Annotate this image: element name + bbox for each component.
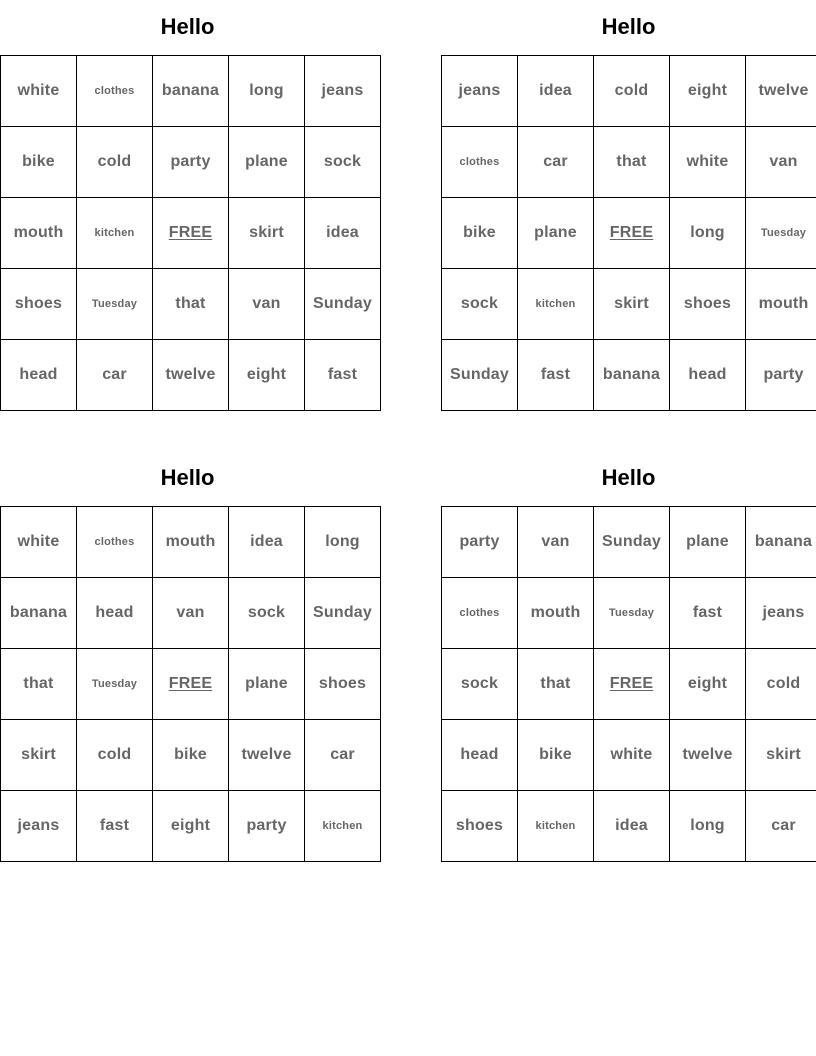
word-cell: mouth [153, 507, 229, 578]
word-cell: Tuesday [77, 649, 153, 720]
word-cell: idea [518, 56, 594, 127]
card-title: Hello [160, 465, 215, 490]
word-cell: sock [305, 127, 381, 198]
word-cell: Tuesday [746, 198, 816, 269]
word-cell: car [77, 340, 153, 411]
grid-row [1, 720, 381, 791]
word-cell: jeans [442, 56, 518, 127]
word-cell: banana [153, 56, 229, 127]
word-cell: long [305, 507, 381, 578]
word-cell: party [746, 340, 816, 411]
card-title: Hello [601, 14, 656, 39]
word-cell: white [670, 127, 746, 198]
word-cell: party [153, 127, 229, 198]
word-cell: Tuesday [77, 269, 153, 340]
word-cell: banana [1, 578, 77, 649]
word-cell: clothes [442, 127, 518, 198]
grid-row [1, 791, 381, 862]
free-space-cell: FREE [594, 649, 670, 720]
grid-row [1, 56, 381, 127]
word-cell: party [229, 791, 305, 862]
word-cell: sock [442, 649, 518, 720]
word-cell: plane [229, 127, 305, 198]
word-cell: kitchen [518, 791, 594, 862]
word-cell: eight [670, 56, 746, 127]
word-cell: idea [305, 198, 381, 269]
word-cell: fast [305, 340, 381, 411]
word-cell: clothes [77, 507, 153, 578]
word-cell: Sunday [305, 578, 381, 649]
word-cell: long [229, 56, 305, 127]
word-cell: twelve [670, 720, 746, 791]
word-cell: kitchen [305, 791, 381, 862]
word-cell: that [1, 649, 77, 720]
word-cell: twelve [229, 720, 305, 791]
word-cell: bike [442, 198, 518, 269]
word-cell: clothes [442, 578, 518, 649]
card-title: Hello [601, 465, 656, 490]
word-cell: that [594, 127, 670, 198]
grid-row [442, 507, 816, 578]
card-title: Hello [160, 14, 215, 39]
free-space-cell: FREE [594, 198, 670, 269]
word-cell: mouth [1, 198, 77, 269]
grid-row [442, 649, 816, 720]
word-cell: cold [746, 649, 816, 720]
word-cell: bike [518, 720, 594, 791]
word-cell: cold [77, 127, 153, 198]
grid-row [1, 198, 381, 269]
bingo-grid [0, 55, 381, 411]
word-cell: Tuesday [594, 578, 670, 649]
grid-row [442, 340, 816, 411]
word-cell: jeans [746, 578, 816, 649]
word-cell: skirt [594, 269, 670, 340]
bingo-grid [0, 506, 381, 862]
word-cell: van [746, 127, 816, 198]
word-cell: idea [229, 507, 305, 578]
word-cell: head [670, 340, 746, 411]
word-cell: party [442, 507, 518, 578]
word-cell: jeans [1, 791, 77, 862]
word-cell: van [518, 507, 594, 578]
word-cell: shoes [670, 269, 746, 340]
word-cell: head [442, 720, 518, 791]
word-cell: twelve [153, 340, 229, 411]
word-cell: that [518, 649, 594, 720]
bingo-grid [441, 506, 816, 862]
word-cell: white [1, 56, 77, 127]
word-cell: car [305, 720, 381, 791]
word-cell: banana [746, 507, 816, 578]
grid-row [442, 56, 816, 127]
word-cell: long [670, 198, 746, 269]
word-cell: skirt [229, 198, 305, 269]
word-cell: Sunday [305, 269, 381, 340]
word-cell: shoes [305, 649, 381, 720]
word-cell: bike [153, 720, 229, 791]
word-cell: plane [518, 198, 594, 269]
word-cell: fast [518, 340, 594, 411]
word-cell: fast [77, 791, 153, 862]
grid-row [1, 507, 381, 578]
word-cell: white [594, 720, 670, 791]
grid-row [442, 198, 816, 269]
word-cell: white [1, 507, 77, 578]
bingo-grid [441, 55, 816, 411]
word-cell: sock [442, 269, 518, 340]
word-cell: cold [77, 720, 153, 791]
word-cell: sock [229, 578, 305, 649]
word-cell: twelve [746, 56, 816, 127]
word-cell: jeans [305, 56, 381, 127]
word-cell: skirt [746, 720, 816, 791]
word-cell: Sunday [442, 340, 518, 411]
word-cell: kitchen [518, 269, 594, 340]
word-cell: van [229, 269, 305, 340]
word-cell: eight [229, 340, 305, 411]
word-cell: eight [670, 649, 746, 720]
word-cell: idea [594, 791, 670, 862]
word-cell: kitchen [77, 198, 153, 269]
word-cell: plane [670, 507, 746, 578]
grid-row [442, 578, 816, 649]
grid-row [1, 127, 381, 198]
word-cell: Sunday [594, 507, 670, 578]
word-cell: that [153, 269, 229, 340]
word-cell: long [670, 791, 746, 862]
word-cell: plane [229, 649, 305, 720]
word-cell: head [77, 578, 153, 649]
grid-row [1, 269, 381, 340]
word-cell: head [1, 340, 77, 411]
word-cell: bike [1, 127, 77, 198]
grid-row [442, 720, 816, 791]
word-cell: skirt [1, 720, 77, 791]
word-cell: car [518, 127, 594, 198]
grid-row [442, 269, 816, 340]
word-cell: mouth [518, 578, 594, 649]
free-space-cell: FREE [153, 649, 229, 720]
word-cell: car [746, 791, 816, 862]
grid-row [1, 578, 381, 649]
word-cell: cold [594, 56, 670, 127]
word-cell: mouth [746, 269, 816, 340]
word-cell: fast [670, 578, 746, 649]
grid-row [442, 791, 816, 862]
free-space-cell: FREE [153, 198, 229, 269]
word-cell: banana [594, 340, 670, 411]
grid-row [1, 340, 381, 411]
word-cell: clothes [77, 56, 153, 127]
word-cell: shoes [1, 269, 77, 340]
word-cell: shoes [442, 791, 518, 862]
word-cell: eight [153, 791, 229, 862]
grid-row [442, 127, 816, 198]
grid-row [1, 649, 381, 720]
word-cell: van [153, 578, 229, 649]
